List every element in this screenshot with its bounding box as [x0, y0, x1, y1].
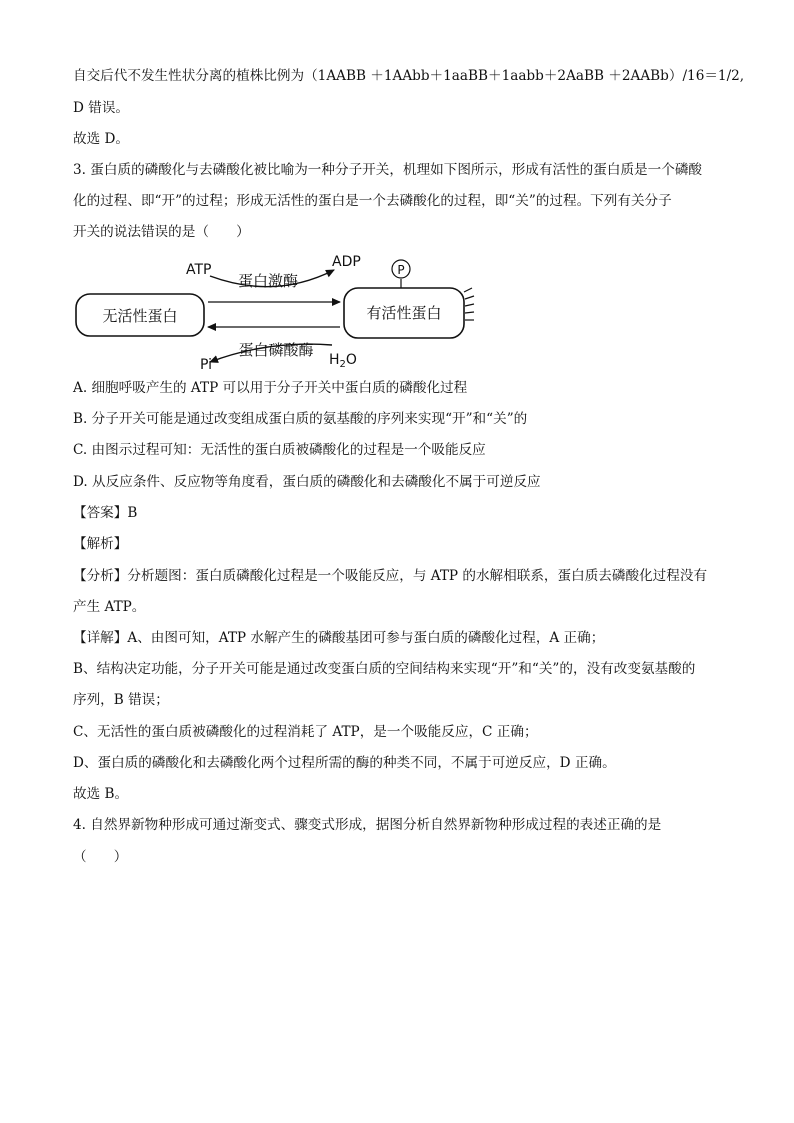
option-b: B. 分子开关可能是通过改变组成蛋白质的氨基酸的序列来实现“开”和“关”的 [73, 411, 528, 427]
detail-c: C、无活性的蛋白质被磷酸化的过程消耗了 ATP，是一个吸能反应，C 正确； [73, 724, 538, 740]
text-line: 序列，B 错误； [73, 692, 169, 708]
detail-a: 【详解】A、由图可知，ATP 水解产生的磷酸基团可参与蛋白质的磷酸化过程，A 正确； [73, 630, 605, 646]
text-line: 开关的说法错误的是（ ） [73, 224, 250, 240]
question-4-stem: 4. 自然界新物种形成可通过渐变式、骤变式形成，据图分析自然界新物种形成过程的表述正确的是 [73, 817, 662, 833]
question-3-stem: 3. 蛋白质的磷酸化与去磷酸化被比喻为一种分子开关，机理如下图所示，形成有活性的蛋白质是一个磷酸 [73, 162, 703, 178]
inactive-protein-label: 无活性蛋白 [102, 307, 178, 325]
analysis-text: 【分析】分析题图：蛋白质磷酸化过程是一个吸能反应，与 ATP 的水解相联系，蛋白质去磷酸化过程没有 [73, 568, 708, 584]
atp-label: ATP [186, 262, 212, 278]
option-c: C. 由图示过程可知：无活性的蛋白质被磷酸化的过程是一个吸能反应 [73, 442, 486, 458]
text-line: 故选 D。 [73, 131, 130, 147]
phosphatase-label: 蛋白磷酸酶 [238, 341, 314, 359]
text-line: 故选 B。 [73, 786, 129, 802]
active-protein-label: 有活性蛋白 [366, 304, 442, 322]
adp-label: ADP [332, 254, 361, 270]
pi-label: Pi [200, 357, 213, 373]
option-a: A. 细胞呼吸产生的 ATP 可以用于分子开关中蛋白质的磷酸化过程 [73, 380, 468, 396]
detail-d: D、蛋白质的磷酸化和去磷酸化两个过程所需的酶的种类不同，不属于可逆反应，D 正确。 [73, 755, 616, 771]
active-protein-hairs [464, 288, 474, 320]
answer-line: 【答案】B [73, 505, 138, 521]
option-d: D. 从反应条件、反应物等角度看，蛋白质的磷酸化和去磷酸化不属于可逆反应 [73, 474, 541, 490]
text-line: 产生 ATP。 [73, 599, 146, 615]
analysis-heading: 【解析】 [73, 536, 128, 552]
protein-switch-diagram [70, 248, 490, 378]
text-line: 自交后代不发生性状分离的植株比例为（1AABB ＋1AAbb＋1aaBB＋1aabb＋2AaBB ＋2AABb）/16＝1/2, [73, 68, 745, 84]
text-line: （ ） [73, 849, 128, 865]
detail-b: B、结构决定功能，分子开关可能是通过改变蛋白质的空间结构来实现“开”和“关”的，没有改变氨基酸的 [73, 661, 696, 677]
text-line: 化的过程、即“开”的过程；形成无活性的蛋白是一个去磷酸化的过程，即“关”的过程。下列有关分子 [73, 193, 672, 209]
kinase-label: 蛋白激酶 [237, 272, 299, 290]
phosphate-label: P [397, 263, 405, 277]
water-label: $H_2O$ [329, 352, 357, 370]
text-line: D 错误。 [73, 100, 130, 116]
